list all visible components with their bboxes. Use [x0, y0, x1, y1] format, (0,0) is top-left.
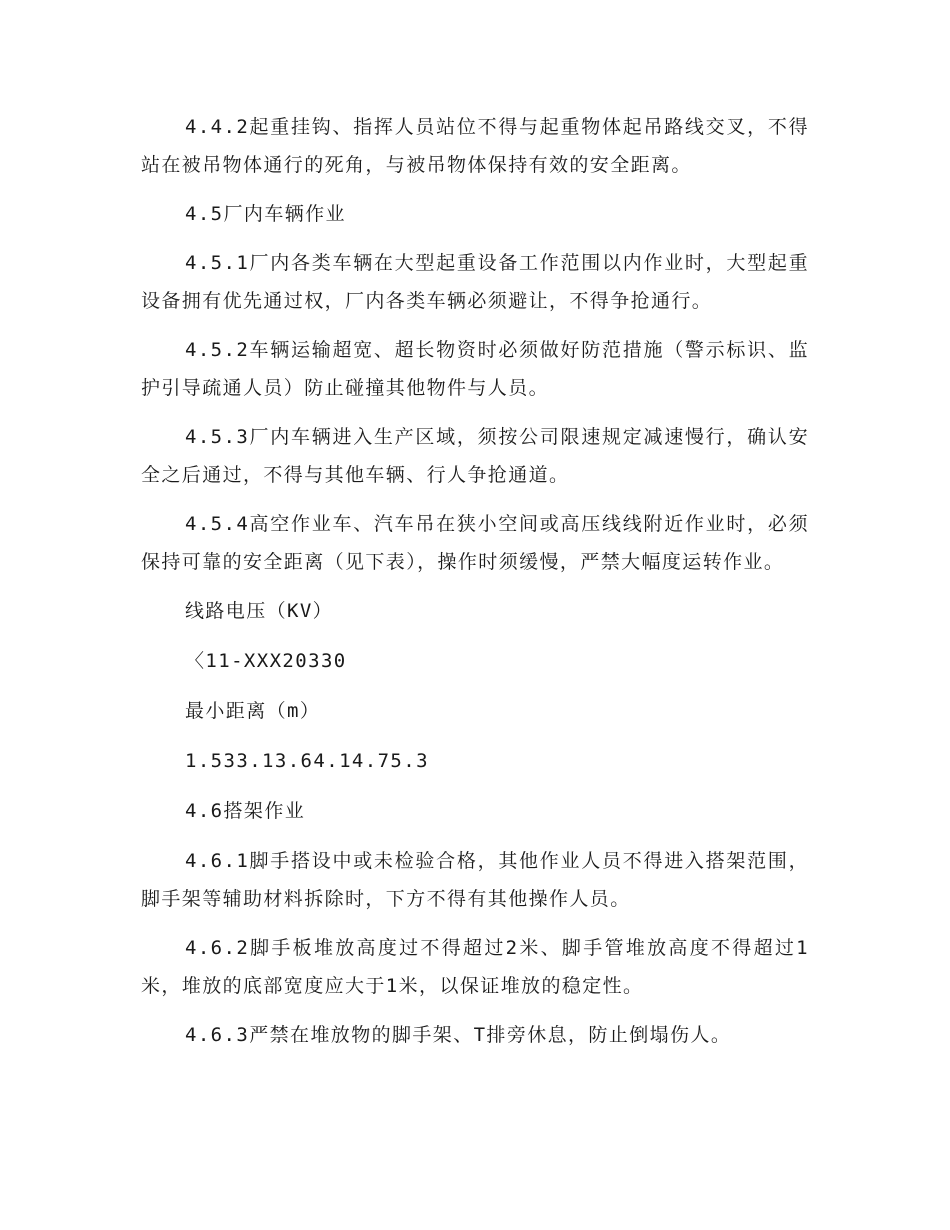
- paragraph-4-5-3: 4.5.3厂内车辆进入生产区域，须按公司限速规定减速慢行，确认安全之后通过，不得与其他车辆、行人争抢通道。: [141, 426, 809, 486]
- paragraph-4-5-1: 4.5.1厂内各类车辆在大型起重设备工作范围以内作业时，大型起重设备拥有优先通过权，厂内各类车辆必须避让，不得争抢通行。: [141, 252, 809, 312]
- table-distance-values: 1.533.13.64.14.75.3: [185, 750, 429, 772]
- paragraph-4-5-4: 4.5.4高空作业车、汽车吊在狭小空间或高压线线附近作业时，必须保持可靠的安全距离（见下表），操作时须缓慢，严禁大幅度运转作业。: [141, 513, 809, 573]
- paragraph-4-6-2: 4.6.2脚手板堆放高度过不得超过2米、脚手管堆放高度不得超过1米，堆放的底部宽度应大于1米，以保证堆放的稳定性。: [141, 937, 809, 997]
- heading-4-6: 4.6搭架作业: [185, 800, 306, 822]
- paragraph-4-6-3: 4.6.3严禁在堆放物的脚手架、T排旁休息，防止倒塌伤人。: [185, 1024, 732, 1046]
- table-header-min-distance: 最小距离（m）: [185, 700, 321, 722]
- paragraph-4-4-2: 4.4.2起重挂钩、指挥人员站位不得与起重物体起吊路线交叉，不得站在被吊物体通行的死角，与被吊物体保持有效的安全距离。: [141, 116, 809, 176]
- table-voltage-values: 〈11-XXX20330: [185, 650, 347, 672]
- document-body: [141, 108, 809, 1054]
- table-header-line-voltage: 线路电压（KV）: [185, 600, 334, 622]
- paragraph-4-6-1: 4.6.1脚手搭设中或未检验合格，其他作业人员不得进入搭架范围，脚手架等辅助材料拆除时，下方不得有其他操作人员。: [141, 850, 809, 910]
- paragraph-4-5-2: 4.5.2车辆运输超宽、超长物资时必须做好防范措施（警示标识、监护引导疏通人员）防止碰撞其他物件与人员。: [141, 339, 809, 399]
- heading-4-5: 4.5厂内车辆作业: [185, 203, 346, 225]
